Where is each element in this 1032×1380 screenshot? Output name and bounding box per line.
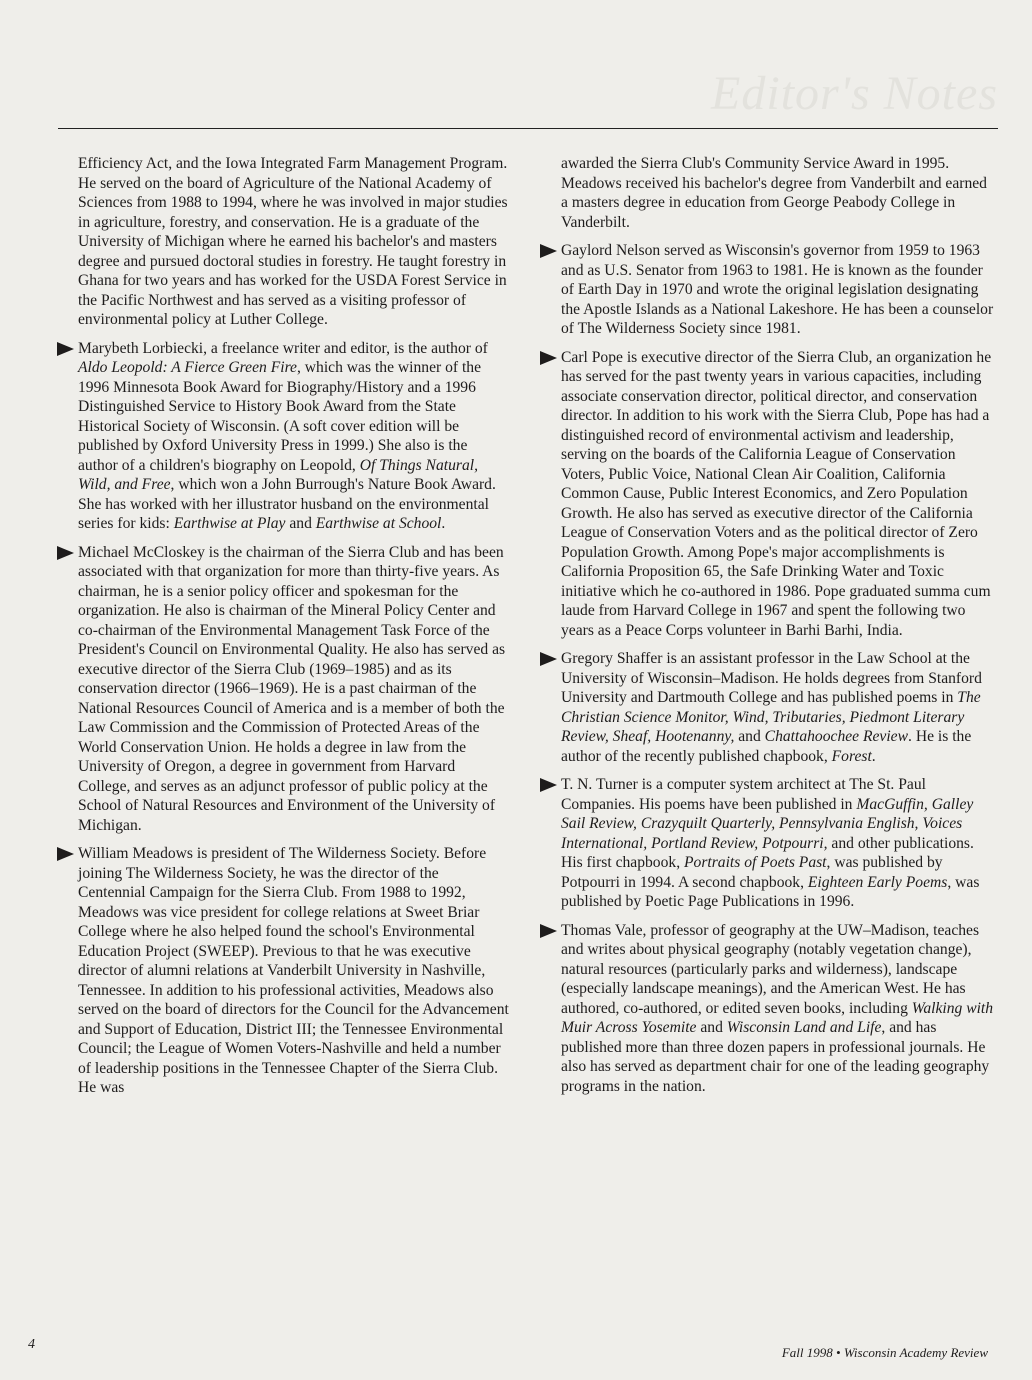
header-rule — [58, 128, 998, 129]
bio-vale: Thomas Vale, professor of geography at the UW–Madison, teaches and writes about physical geography (notably vegetation change), natural resources (particularly parks and wilderness), landscape (especially landscape meanings), and the American West. He has authored, co-authored, or edited seven books, including Walking with Muir Across Yosemite and Wisconsin Land and Life, and has published more than three dozen papers in professional journals. He also has served as department chair for one of the leading geography programs in the nation. — [541, 921, 997, 1097]
right-column — [541, 154, 997, 1105]
bullet-arrow-icon — [540, 652, 557, 666]
bullet-arrow-icon — [540, 244, 557, 258]
bullet-arrow-icon — [540, 351, 557, 365]
bio-nelson: Gaylord Nelson served as Wisconsin's governor from 1959 to 1963 and as U.S. Senator from 1963 to 1981. He is known as the founder of Earth Day in 1970 and wrote the original legislation designating the Apostle Islands as a National Lakeshore. He has been a counselor of The Wilderness Society since 1981. — [541, 241, 997, 339]
footer-publication: Fall 1998 • Wisconsin Academy Review — [781, 1345, 988, 1360]
bio-continuation: Efficiency Act, and the Iowa Integrated Farm Management Program. He served on the board of Agriculture of the National Academy of Sciences from 1988 to 1994, where he was involved in major studies in agriculture, forestry, and conservation. He is a graduate of the University of Michigan where he earned his bachelor's and masters degree and pursued doctoral studies in forestry. He taught forestry in Ghana for two years and has worked for the USDA Forest Service in the Pacific Northwest and has served as a visiting professor of environmental policy at Luther College. — [78, 155, 508, 328]
bio-meadows-continued: awarded the Sierra Club's Community Service Award in 1995. Meadows received his bachelor's degree from Vanderbilt and earned a masters degree in education from George Peabody College in Vanderbilt. — [561, 155, 987, 231]
left-column — [58, 154, 510, 1107]
bullet-arrow-icon — [540, 924, 557, 938]
page-number: 4 — [28, 1337, 35, 1352]
bio-pope: Carl Pope is executive director of the Sierra Club, an organization he has served for the past twenty years in various capacities, including associate conservation director, political director, and conservation director. In addition to his work with the Sierra Club, Pope has had a distinguished record of environmental activism and leadership, serving on the boards of the California League of Conservation Voters, Public Voice, National Clean Air Coalition, California Common Cause, Public Interest Economics, and Zero Population Growth. He also has served as executive director of the California League of Conservation Voters and as the political director of Zero Population Growth. Among Pope's major accomplishments is California Proposition 65, the Safe Drinking Water and Toxic initiative which he co-authored in 1986. Pope graduated summa cum laude from Harvard College in 1967 and spent the following two years as a Peace Corps volunteer in Barhi Barhi, India. — [541, 348, 997, 641]
bio-meadows: William Meadows is president of The Wilderness Society. Before joining The Wilderness Society, he was the director of the Centennial Campaign for the Sierra Club. From 1988 to 1992, Meadows was vice president for college relations at Sweet Briar College where he also helped found the school's Environmental Education Project (SWEEP). Previous to that he was executive director of alumni relations at Vanderbilt University in Nashville, Tennessee. In addition to his professional activities, Meadows also served on the board of directors for the Council for the Advancement and Support of Education, District III; the Tennessee Environmental Council; the League of Women Voters-Nashville and held a number of leadership positions in the Tennessee Chapter of the Sierra Club. He was — [58, 844, 510, 1098]
bullet-arrow-icon — [540, 778, 557, 792]
bio-turner: T. N. Turner is a computer system architect at The St. Paul Companies. His poems have been published in MacGuffin, Galley Sail Review, Crazyquilt Quarterly, Pennsylvania English, Voices International, Portland Review, Potpourri, and other publications. His first chapbook, Portraits of Poets Past, was published by Potpourri in 1994. A second chapbook, Eighteen Early Poems, was published by Poetic Page Publications in 1996. — [541, 775, 997, 912]
bio-shaffer: Gregory Shaffer is an assistant professor in the Law School at the University of Wisconsin–Madison. He holds degrees from Stanford University and Dartmouth College and has published poems in The Christian Science Monitor, Wind, Tributaries, Piedmont Literary Review, Sheaf, Hootenanny, and Chattahoochee Review. He is the author of the recently published chapbook, Forest. — [541, 649, 997, 766]
bio-lorbiecki: Marybeth Lorbiecki, a freelance writer and editor, is the author of Aldo Leopold: A Fierce Green Fire, which was the winner of the 1996 Minnesota Book Award for Biography/History and a 1996 Distinguished Service to History Book Award from the State Historical Society of Wisconsin. (A soft cover edition will be published by Oxford University Press in 1999.) She also is the author of a children's biography on Leopold, Of Things Natural, Wild, and Free, which won a John Burrough's Nature Book Award. She has worked with her illustrator husband on the environmental series for kids: Earthwise at Play and Earthwise at School. — [58, 339, 510, 534]
bullet-arrow-icon — [57, 847, 74, 861]
bullet-arrow-icon — [57, 342, 74, 356]
bio-mccloskey: Michael McCloskey is the chairman of the Sierra Club and has been associated with that organization for more than thirty-five years. As chairman, he is a senior policy officer and spokesman for the organization. He also is chairman of the Mineral Policy Center and co-chairman of the Environmental Management Task Force of the President's Council on Environmental Quality. He also has served as executive director of the Sierra Club (1969–1985) and as its conservation director (1966–1969). He is a past chairman of the National Resources Council of America and is a member of both the Law Commission and the Commission of Protected Areas of the World Conservation Union. He holds a degree in law from the University of Oregon, a degree in government from Harvard College, and serves as an adjunct professor of public policy at the School of Natural Resources and Environment of the University of Michigan. — [58, 543, 510, 836]
bullet-arrow-icon — [57, 546, 74, 560]
section-header-ghost: Editor's Notes — [711, 67, 998, 120]
